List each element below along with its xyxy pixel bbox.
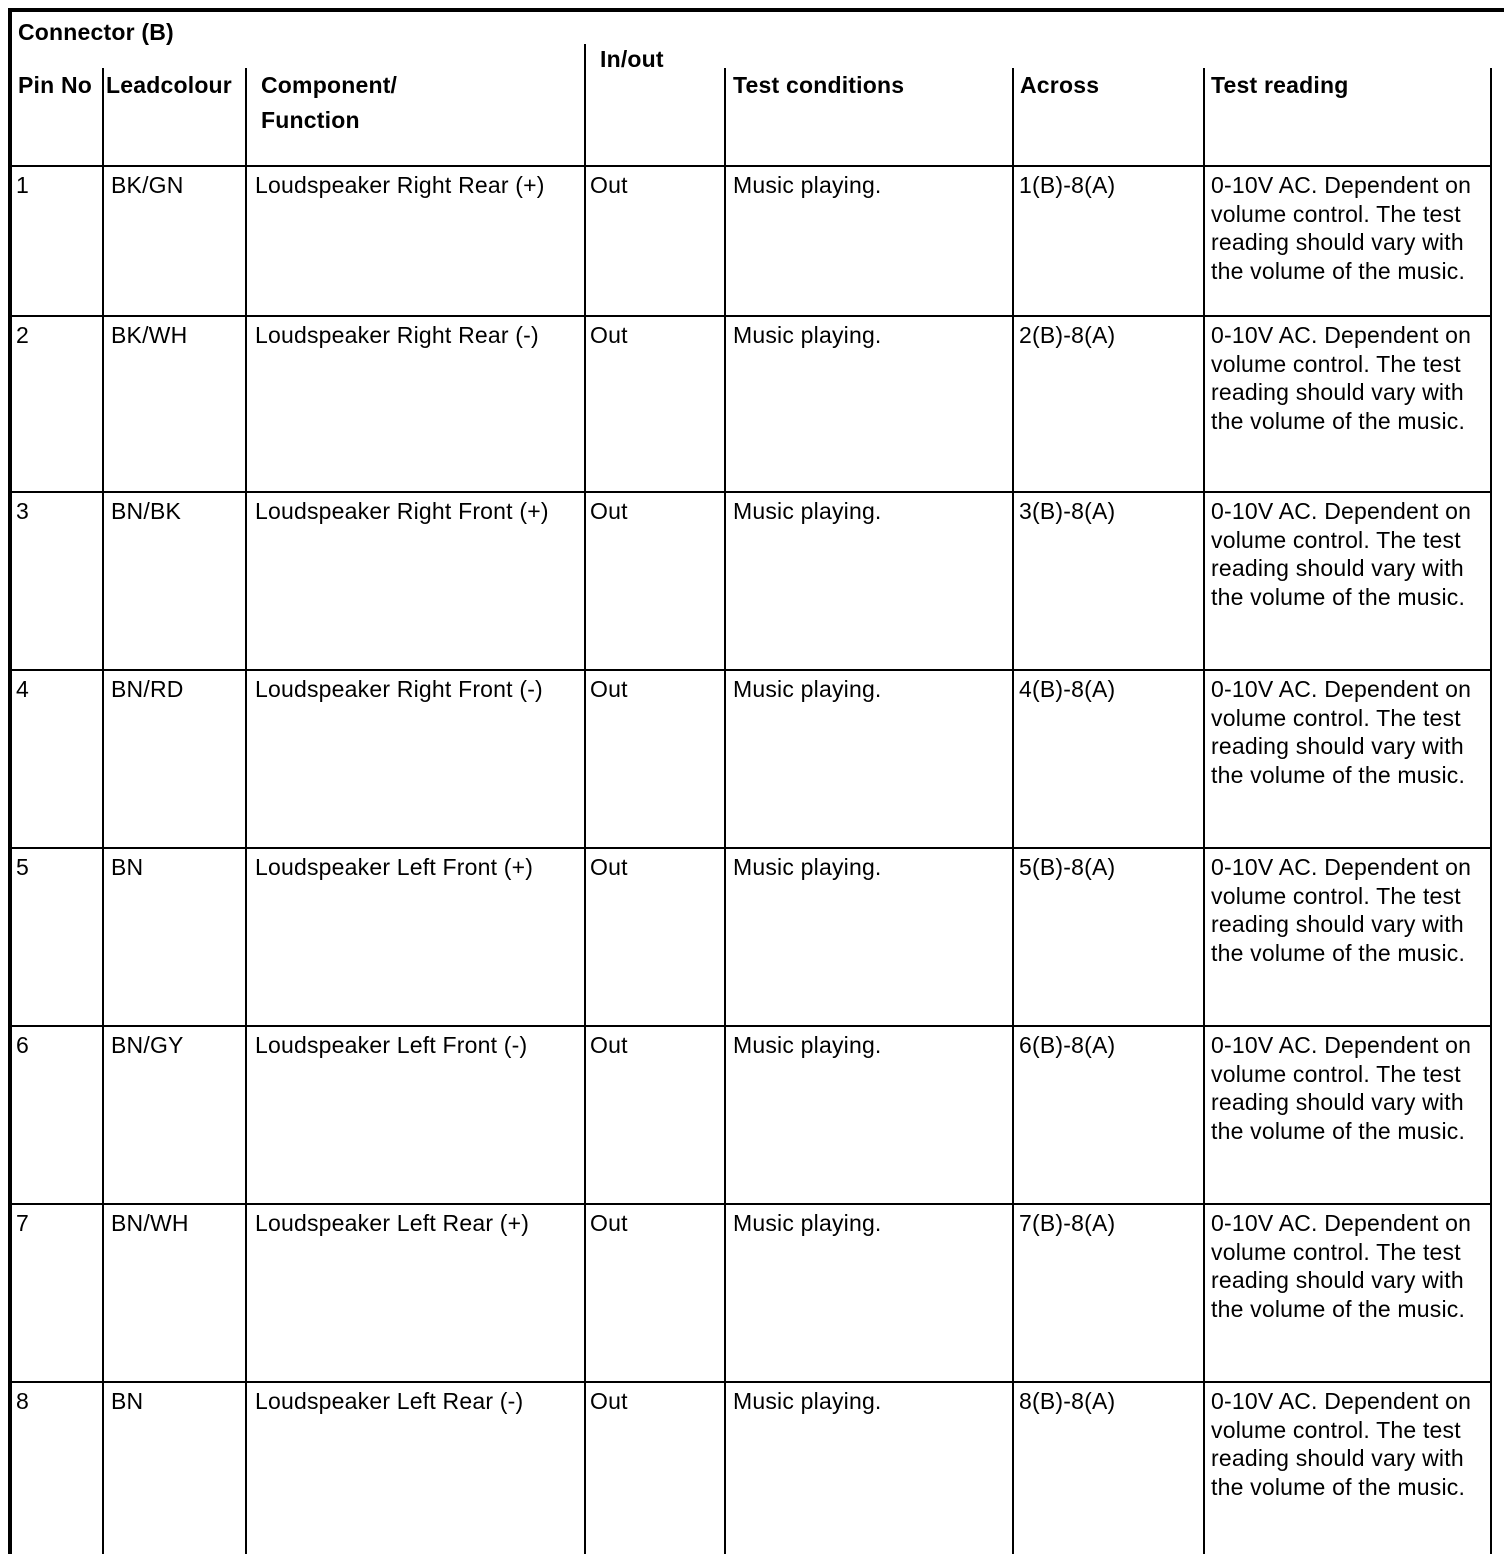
header-test-reading: Test reading xyxy=(1211,72,1349,98)
test-reading-cell: 0-10V AC. Dependent on volume control. The test reading should vary with the volume of the music. xyxy=(1211,498,1472,610)
pin-cell: 4 xyxy=(16,676,29,702)
pin-cell: 1 xyxy=(16,172,29,198)
table-title: Connector (B) xyxy=(18,19,174,45)
across-cell: 1(B)-8(A) xyxy=(1019,172,1116,198)
header-test-conditions: Test conditions xyxy=(733,72,905,98)
test-reading-cell: 0-10V AC. Dependent on volume control. The test reading should vary with the volume of the music. xyxy=(1211,1032,1472,1144)
row-separator xyxy=(8,1203,1492,1205)
divider-pin-lead xyxy=(102,68,104,1554)
table-left-border xyxy=(8,8,12,1554)
test-conditions-cell: Music playing. xyxy=(733,1032,882,1058)
in-out-cell: Out xyxy=(590,322,628,348)
across-cell: 7(B)-8(A) xyxy=(1019,1210,1116,1236)
pin-cell: 7 xyxy=(16,1210,29,1236)
row-separator xyxy=(8,315,1492,317)
pin-cell: 3 xyxy=(16,498,29,524)
header-lead-colour: Leadcolour xyxy=(106,72,232,98)
test-conditions-cell: Music playing. xyxy=(733,854,882,880)
row-separator xyxy=(8,165,1492,167)
lead-colour-cell: BN xyxy=(111,1388,144,1414)
across-cell: 2(B)-8(A) xyxy=(1019,322,1116,348)
lead-colour-cell: BN xyxy=(111,854,144,880)
test-reading-cell: 0-10V AC. Dependent on volume control. The test reading should vary with the volume of the music. xyxy=(1211,1388,1472,1500)
test-conditions-cell: Music playing. xyxy=(733,676,882,702)
component-cell: Loudspeaker Left Front (+) xyxy=(255,854,534,880)
in-out-cell: Out xyxy=(590,854,628,880)
pin-cell: 2 xyxy=(16,322,29,348)
divider-inout-conditions xyxy=(724,68,726,1554)
component-cell: Loudspeaker Right Front (-) xyxy=(255,676,543,702)
divider-lead-component xyxy=(245,68,247,1554)
component-cell: Loudspeaker Left Rear (-) xyxy=(255,1388,524,1414)
test-conditions-cell: Music playing. xyxy=(733,172,882,198)
component-cell: Loudspeaker Left Rear (+) xyxy=(255,1210,530,1236)
lead-colour-cell: BN/RD xyxy=(111,676,184,702)
component-cell: Loudspeaker Left Front (-) xyxy=(255,1032,528,1058)
table-top-border xyxy=(8,8,1504,12)
across-cell: 5(B)-8(A) xyxy=(1019,854,1116,880)
test-reading-cell: 0-10V AC. Dependent on volume control. The test reading should vary with the volume of the music. xyxy=(1211,676,1472,788)
divider-across-reading xyxy=(1203,68,1205,1554)
lead-colour-cell: BN/BK xyxy=(111,498,182,524)
test-conditions-cell: Music playing. xyxy=(733,498,882,524)
in-out-cell: Out xyxy=(590,1032,628,1058)
component-cell: Loudspeaker Right Front (+) xyxy=(255,498,549,524)
divider-component-inout xyxy=(584,44,586,1554)
header-across: Across xyxy=(1020,72,1100,98)
in-out-cell: Out xyxy=(590,1210,628,1236)
row-separator xyxy=(8,1025,1492,1027)
in-out-cell: Out xyxy=(590,676,628,702)
in-out-cell: Out xyxy=(590,498,628,524)
across-cell: 8(B)-8(A) xyxy=(1019,1388,1116,1414)
test-reading-cell: 0-10V AC. Dependent on volume control. The test reading should vary with the volume of the music. xyxy=(1211,322,1472,434)
across-cell: 6(B)-8(A) xyxy=(1019,1032,1116,1058)
test-reading-cell: 0-10V AC. Dependent on volume control. The test reading should vary with the volume of the music. xyxy=(1211,172,1472,284)
test-reading-cell: 0-10V AC. Dependent on volume control. The test reading should vary with the volume of the music. xyxy=(1211,854,1472,966)
across-cell: 4(B)-8(A) xyxy=(1019,676,1116,702)
pin-cell: 6 xyxy=(16,1032,29,1058)
row-separator xyxy=(8,847,1492,849)
header-in-out: In/out xyxy=(600,46,664,72)
table-right-border xyxy=(1490,68,1492,1554)
across-cell: 3(B)-8(A) xyxy=(1019,498,1116,524)
header-component-function: Component/ Function xyxy=(261,72,398,133)
test-conditions-cell: Music playing. xyxy=(733,1388,882,1414)
test-conditions-cell: Music playing. xyxy=(733,322,882,348)
component-cell: Loudspeaker Right Rear (-) xyxy=(255,322,539,348)
component-cell: Loudspeaker Right Rear (+) xyxy=(255,172,545,198)
divider-conditions-across xyxy=(1012,68,1014,1554)
lead-colour-cell: BN/WH xyxy=(111,1210,189,1236)
pin-cell: 8 xyxy=(16,1388,29,1414)
row-separator xyxy=(8,1381,1492,1383)
row-separator xyxy=(8,669,1492,671)
test-reading-cell: 0-10V AC. Dependent on volume control. The test reading should vary with the volume of the music. xyxy=(1211,1210,1472,1322)
in-out-cell: Out xyxy=(590,172,628,198)
in-out-cell: Out xyxy=(590,1388,628,1414)
pin-cell: 5 xyxy=(16,854,29,880)
header-pin-no: Pin No xyxy=(18,72,93,98)
lead-colour-cell: BK/WH xyxy=(111,322,188,348)
lead-colour-cell: BK/GN xyxy=(111,172,184,198)
test-conditions-cell: Music playing. xyxy=(733,1210,882,1236)
row-separator xyxy=(8,491,1492,493)
lead-colour-cell: BN/GY xyxy=(111,1032,184,1058)
